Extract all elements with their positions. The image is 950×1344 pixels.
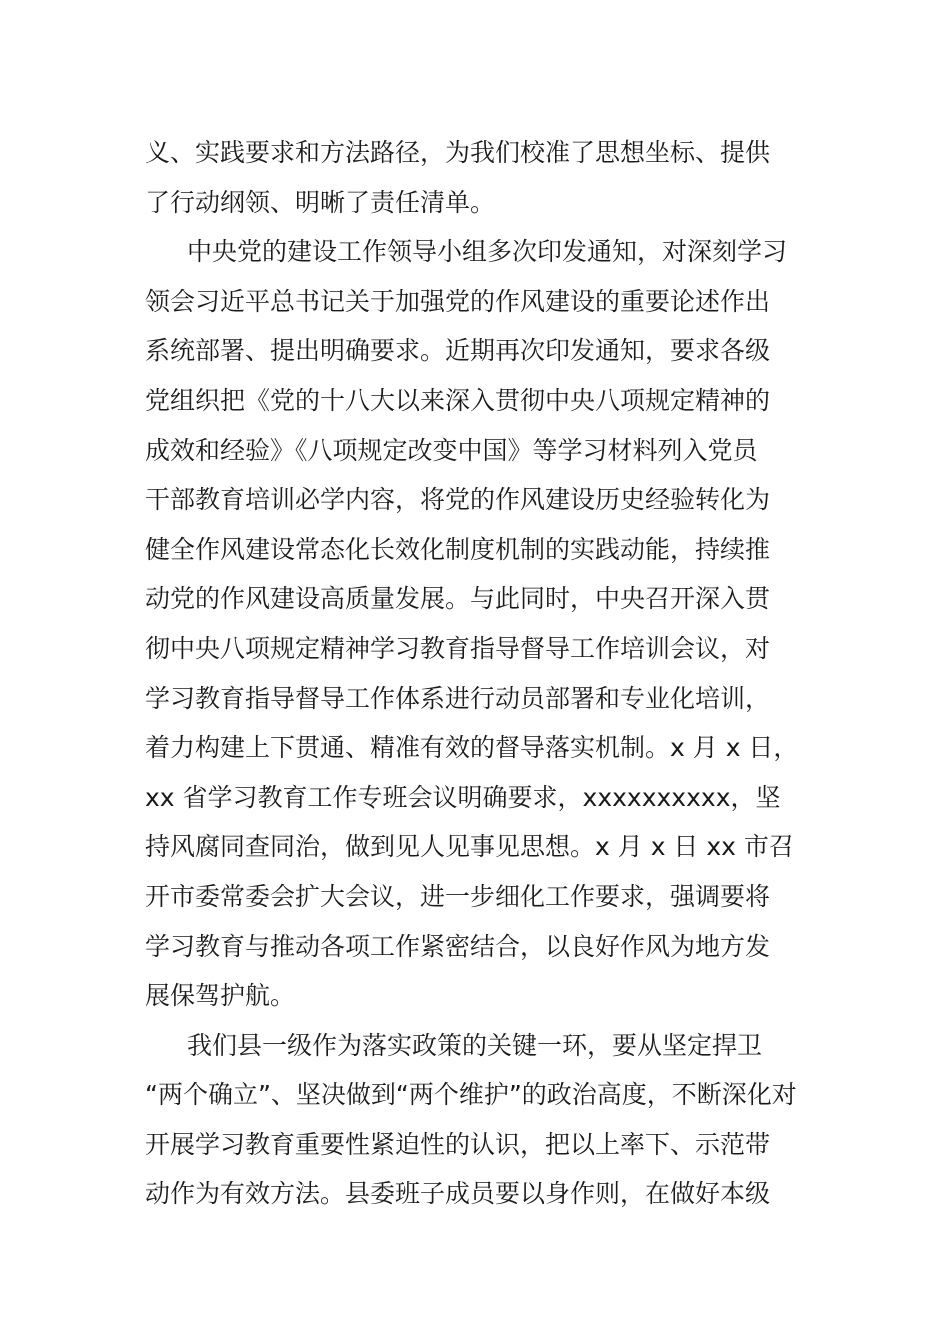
text-line: 开市委常委会扩大会议，进一步细化工作要求，强调要将 [145,881,771,911]
paragraph-1 [145,128,815,227]
paragraph-2 [145,227,815,1021]
text-line: 动党的作风建设高质量发展。与此同时，中央召开深入贯 [145,584,771,614]
text-line: 展保驾护航。 [145,981,296,1011]
text-line: 着力构建上下贯通、精准有效的督导落实机制。x 月 x 日， [145,733,799,763]
text-line: 动作为有效方法。县委班子成员要以身作则，在做好本级 [145,1179,771,1209]
text-line: 系统部署、提出明确要求。近期再次印发通知，要求各级 [145,336,771,366]
paragraph-3 [145,1021,815,1219]
text-line: 干部教育培训必学内容，将党的作风建设历史经验转化为 [145,485,771,515]
text-line: “两个确立”、坚决做到“两个维护”的政治高度，不断深化对 [145,1080,797,1110]
text-line: 领会习近平总书记关于加强党的作风建设的重要论述作出 [145,286,771,316]
text-line: 健全作风建设常态化长效化制度机制的实践动能，持续推 [145,534,771,564]
document-body [145,128,815,1219]
text-line: 持风腐同查同治，做到见人见事见思想。x 月 x 日 xx 市召 [145,832,794,862]
text-line: 党组织把《党的十八大以来深入贯彻中央八项规定精神的 [145,385,771,415]
text-line: 了行动纲领、明晰了责任清单。 [145,187,496,217]
text-line: 学习教育指导督导工作体系进行动员部署和专业化培训， [145,683,771,713]
text-line: 义、实践要求和方法路径，为我们校准了思想坐标、提供 [145,138,771,167]
text-line: 中央党的建设工作领导小组多次印发通知，对深刻学习 [187,237,788,267]
text-line: 彻中央八项规定精神学习教育指导督导工作培训会议，对 [145,633,771,663]
text-line: xx 省学习教育工作专班会议明确要求，xxxxxxxxxx，坚 [145,782,781,812]
text-line: 学习教育与推动各项工作紧密结合，以良好作风为地方发 [145,931,771,961]
text-line: 开展学习教育重要性紧迫性的认识，把以上率下、示范带 [145,1129,771,1159]
text-line: 成效和经验》《八项规定改变中国》等学习材料列入党员 [145,435,758,465]
text-line: 我们县一级作为落实政策的关键一环，要从坚定捍卫 [187,1030,763,1060]
